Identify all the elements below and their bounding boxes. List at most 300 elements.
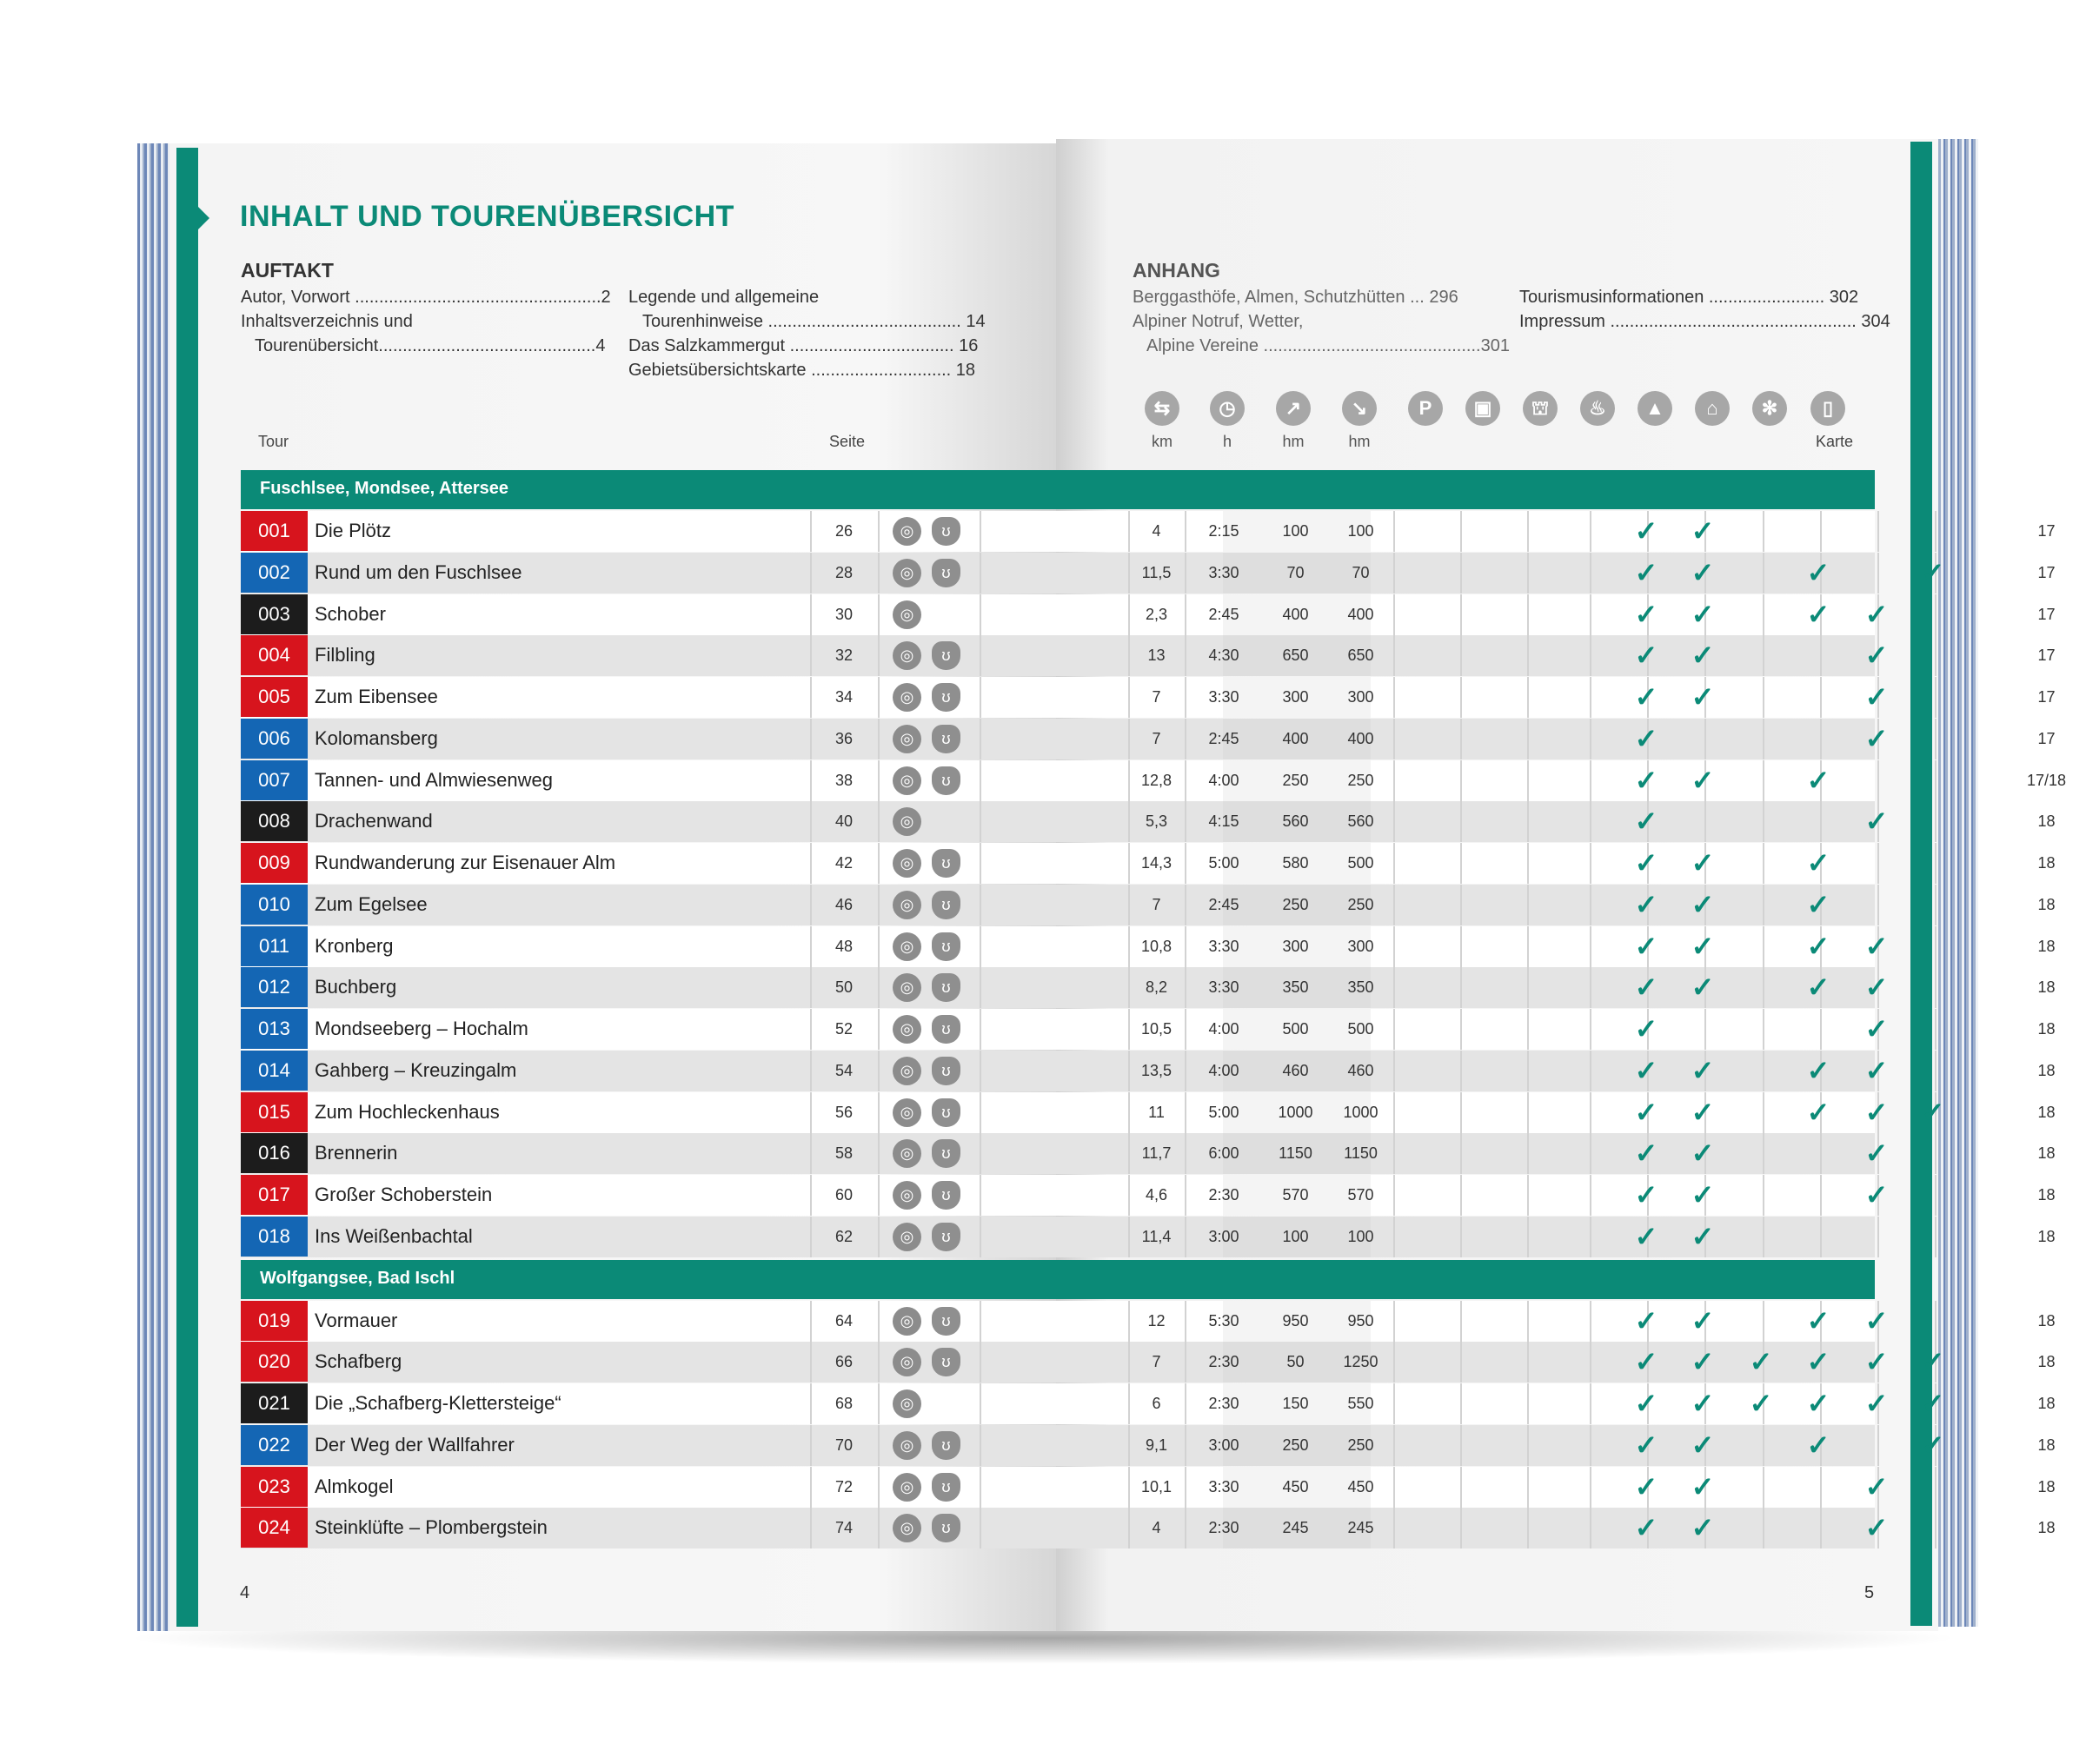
column-divider	[1527, 801, 1529, 842]
tour-seite: 62	[834, 1228, 854, 1245]
column-divider	[1393, 1342, 1395, 1383]
tour-seite: 54	[834, 1062, 854, 1079]
check-icon: ✓	[1921, 1388, 1945, 1419]
column-divider	[1393, 511, 1395, 552]
column-divider	[878, 1133, 880, 1174]
column-divider	[980, 1383, 981, 1424]
tour-karte: 18	[2037, 1186, 2056, 1204]
column-divider	[1820, 1467, 1822, 1508]
tour-up: 50	[1286, 1353, 1305, 1370]
check-icon: ✓	[1691, 1179, 1715, 1210]
column-divider	[980, 677, 981, 718]
column-divider	[1820, 677, 1822, 718]
check-icon: ✓	[1634, 557, 1658, 588]
table-row[interactable]	[241, 1051, 2056, 1091]
column-divider	[878, 967, 880, 1008]
tour-name[interactable]: Almkogel	[315, 1476, 394, 1497]
table-row[interactable]	[241, 1467, 2056, 1508]
tour-h: 3:30	[1208, 1478, 1239, 1495]
check-icon: ✓	[1691, 1137, 1715, 1169]
family-bear-icon: ʊ	[932, 1348, 960, 1376]
check-icon: ✓	[1634, 1305, 1658, 1336]
seite-column-header: Seite	[829, 433, 866, 450]
check-icon: ✓	[1691, 972, 1715, 1003]
tour-h: 3:00	[1208, 1228, 1239, 1245]
difficulty-icon: ◎	[893, 973, 921, 1002]
tour-number: 014	[241, 1051, 308, 1091]
tour-number: 019	[241, 1301, 308, 1341]
difficulty-icon: ◎	[893, 1181, 921, 1210]
tour-number: 020	[241, 1342, 308, 1382]
summit-icon: ▲	[1638, 391, 1672, 426]
check-icon: ✓	[1634, 1055, 1658, 1086]
table-row[interactable]	[241, 1217, 2056, 1257]
column-divider	[980, 635, 981, 676]
tour-up: 250	[1282, 772, 1309, 789]
check-icon: ✓	[1634, 681, 1658, 713]
tour-seite: 36	[834, 730, 854, 747]
difficulty-icon: ◎	[893, 891, 921, 919]
karte-column-header: Karte	[1816, 433, 1854, 450]
tour-h: 5:30	[1208, 1312, 1239, 1330]
column-divider	[1393, 719, 1395, 759]
table-row[interactable]	[241, 1383, 2056, 1424]
tour-karte: 18	[2037, 896, 2056, 913]
tour-karte: 18	[2037, 1353, 2056, 1370]
tour-h: 6:00	[1208, 1144, 1239, 1162]
tour-number: 011	[241, 926, 308, 966]
family-bear-icon: ʊ	[932, 1057, 960, 1085]
tour-seite: 30	[834, 606, 854, 623]
tour-km: 6	[1152, 1395, 1161, 1412]
column-divider	[1820, 1133, 1822, 1174]
tour-name[interactable]: Die „Schafberg-Klettersteige“	[315, 1392, 561, 1414]
family-bear-icon: ʊ	[932, 1223, 960, 1251]
check-icon: ✓	[1634, 931, 1658, 962]
region-name: Fuschlsee, Mondsee, Attersee	[260, 479, 509, 498]
column-divider	[1393, 1383, 1395, 1424]
tour-up: 300	[1282, 688, 1309, 706]
tour-up: 450	[1282, 1478, 1309, 1495]
tour-up: 100	[1282, 522, 1309, 540]
column-divider	[878, 635, 880, 676]
difficulty-icon: ◎	[893, 766, 921, 795]
tour-karte: 18	[2037, 854, 2056, 872]
column-divider	[1763, 967, 1764, 1008]
tour-km: 10,8	[1140, 938, 1173, 955]
column-divider	[1590, 594, 1591, 635]
tour-km: 13	[1147, 647, 1166, 664]
column-divider	[1590, 1425, 1591, 1466]
column-divider	[878, 1342, 880, 1383]
check-icon: ✓	[1634, 972, 1658, 1003]
column-divider	[1527, 885, 1529, 925]
column-divider	[1460, 1342, 1462, 1383]
column-divider	[980, 760, 981, 801]
column-divider	[878, 677, 880, 718]
tour-karte: 18	[2037, 978, 2056, 996]
family-bear-icon: ʊ	[932, 559, 960, 587]
tour-h: 2:30	[1208, 1353, 1239, 1370]
tour-name[interactable]: Kolomansberg	[315, 727, 438, 749]
tour-karte: 18	[2037, 1062, 2056, 1079]
anhang-list-2	[1519, 285, 1890, 334]
difficulty-icon: ◎	[893, 932, 921, 961]
tour-up: 250	[1282, 896, 1309, 913]
difficulty-icon: ◎	[893, 1223, 921, 1251]
check-icon: ✓	[1864, 972, 1889, 1003]
column-divider	[1393, 1301, 1395, 1342]
column-divider	[1704, 1009, 1706, 1050]
column-divider	[1393, 1009, 1395, 1050]
column-divider	[1527, 1175, 1529, 1216]
descent-icon: ↘	[1342, 391, 1377, 426]
column-divider	[980, 511, 981, 552]
family-bear-icon: ʊ	[932, 1514, 960, 1542]
tour-down: 250	[1347, 772, 1374, 789]
tour-km: 11,4	[1141, 1228, 1172, 1245]
column-divider	[980, 1217, 981, 1257]
tour-number: 018	[241, 1217, 308, 1257]
tour-seite: 66	[834, 1353, 854, 1370]
difficulty-icon: ◎	[893, 1389, 921, 1418]
family-bear-icon: ʊ	[932, 973, 960, 1002]
column-divider	[1935, 1133, 1937, 1174]
parking-icon: P	[1408, 391, 1443, 426]
page-number-right: 5	[1864, 1583, 1875, 1602]
region-header	[241, 470, 1875, 509]
column-divider	[878, 1383, 880, 1424]
tour-name[interactable]: Der Weg der Wallfahrer	[315, 1434, 515, 1456]
difficulty-icon: ◎	[893, 1514, 921, 1542]
column-divider	[878, 1009, 880, 1050]
column-divider	[1527, 511, 1529, 552]
tour-name[interactable]: Brennerin	[315, 1142, 398, 1164]
table-row[interactable]	[241, 1342, 2056, 1383]
table-row[interactable]	[241, 1508, 2056, 1548]
column-divider	[1590, 1217, 1591, 1257]
tour-seite: 42	[834, 854, 854, 872]
check-icon: ✓	[1806, 931, 1830, 962]
family-bear-icon: ʊ	[932, 891, 960, 919]
tour-karte: 18	[2037, 812, 2056, 830]
page-edges-left	[137, 143, 172, 1631]
tour-number: 021	[241, 1383, 308, 1423]
column-divider	[1763, 1092, 1764, 1133]
tour-number: 002	[241, 553, 308, 593]
tour-km: 11,5	[1141, 564, 1172, 581]
difficulty-icon: ◎	[893, 1431, 921, 1460]
table-row[interactable]	[241, 801, 2056, 842]
column-divider	[1393, 1051, 1395, 1091]
tour-name[interactable]: Zum Eibensee	[315, 686, 438, 707]
column-divider	[980, 1092, 981, 1133]
table-row[interactable]	[241, 635, 2056, 676]
tour-karte: 17	[2037, 606, 2056, 623]
family-bear-icon: ʊ	[932, 1431, 960, 1460]
check-icon: ✓	[1691, 1471, 1715, 1502]
column-divider	[1935, 511, 1937, 552]
column-divider	[1935, 635, 1937, 676]
column-divider	[1527, 926, 1529, 967]
tour-up: 950	[1282, 1312, 1309, 1330]
column-divider	[980, 843, 981, 884]
table-row[interactable]	[241, 1301, 2056, 1342]
auftakt-list-2	[628, 285, 985, 382]
tour-name[interactable]: Schafberg	[315, 1350, 402, 1372]
column-divider	[1393, 1092, 1395, 1133]
tour-name[interactable]: Vormauer	[315, 1310, 398, 1331]
difficulty-icon: ◎	[893, 807, 921, 836]
tour-number: 007	[241, 760, 308, 800]
check-icon: ✓	[1864, 1305, 1889, 1336]
tour-karte: 17	[2037, 688, 2056, 706]
tour-down: 950	[1347, 1312, 1374, 1330]
table-row[interactable]	[241, 1175, 2056, 1216]
table-row[interactable]	[241, 843, 2056, 884]
family-bear-icon: ʊ	[932, 849, 960, 878]
tour-name[interactable]: Buchberg	[315, 976, 397, 998]
column-divider	[1460, 885, 1462, 925]
column-divider	[1590, 926, 1591, 967]
tour-h: 2:45	[1208, 730, 1239, 747]
tour-up: 150	[1282, 1395, 1309, 1412]
tour-h: 4:30	[1208, 647, 1239, 664]
tour-name[interactable]: Gahberg – Kreuzingalm	[315, 1059, 517, 1081]
tour-name[interactable]: Rundwanderung zur Eisenauer Alm	[315, 852, 616, 873]
column-divider	[878, 594, 880, 635]
tour-name[interactable]: Zum Egelsee	[315, 893, 428, 915]
hut-icon: ⌂	[1695, 391, 1730, 426]
tour-name[interactable]: Kronberg	[315, 935, 394, 957]
column-divider	[1935, 677, 1937, 718]
check-icon: ✓	[1634, 1471, 1658, 1502]
column-divider	[1393, 1175, 1395, 1216]
column-divider	[980, 594, 981, 635]
tour-name[interactable]: Großer Schoberstein	[315, 1184, 493, 1205]
column-divider	[1460, 1009, 1462, 1050]
column-divider	[1763, 511, 1764, 552]
tour-up: 400	[1282, 606, 1309, 623]
tour-up: 70	[1286, 564, 1305, 581]
check-icon: ✓	[1691, 599, 1715, 630]
column-divider	[980, 885, 981, 925]
tour-up: 245	[1282, 1519, 1309, 1536]
tour-down: 70	[1352, 564, 1370, 581]
column-divider	[1590, 843, 1591, 884]
table-row[interactable]	[241, 885, 2056, 925]
column-divider	[878, 801, 880, 842]
region-header	[241, 1260, 1875, 1299]
tour-seite: 26	[834, 522, 854, 540]
column-divider	[878, 1175, 880, 1216]
column-divider	[878, 1467, 880, 1508]
bus-icon: ▣	[1465, 391, 1500, 426]
check-icon: ✓	[1634, 1097, 1658, 1128]
column-divider	[1527, 677, 1529, 718]
tour-km: 7	[1152, 896, 1161, 913]
tour-down: 1250	[1343, 1353, 1378, 1370]
table-row[interactable]	[241, 967, 2056, 1008]
tour-km: 10,1	[1140, 1478, 1173, 1495]
family-bear-icon: ʊ	[932, 725, 960, 753]
column-divider	[1460, 1301, 1462, 1342]
column-divider	[1393, 1467, 1395, 1508]
column-divider	[878, 719, 880, 759]
check-icon: ✓	[1634, 515, 1658, 547]
tour-name[interactable]: Zum Hochleckenhaus	[315, 1101, 500, 1123]
tour-down: 350	[1347, 978, 1374, 996]
table-row[interactable]	[241, 926, 2056, 967]
table-row[interactable]	[241, 594, 2056, 635]
column-divider	[1935, 801, 1937, 842]
tour-h: 3:30	[1208, 688, 1239, 706]
table-row[interactable]	[241, 1133, 2056, 1174]
tour-number: 012	[241, 967, 308, 1007]
column-divider	[1393, 1425, 1395, 1466]
column-divider	[1590, 801, 1591, 842]
table-row[interactable]	[241, 1092, 2056, 1133]
check-icon: ✓	[1691, 1055, 1715, 1086]
check-icon: ✓	[1634, 1137, 1658, 1169]
tour-seite: 48	[834, 938, 854, 955]
column-divider	[1763, 1217, 1764, 1257]
check-icon: ✓	[1634, 1388, 1658, 1419]
tour-karte: 18	[2037, 938, 2056, 955]
table-row[interactable]	[241, 719, 2056, 759]
column-divider	[980, 1051, 981, 1091]
toc-entry: Das Salzkammergut .................................. 16	[628, 336, 979, 355]
tour-karte: 18	[2037, 1312, 2056, 1330]
tour-number: 013	[241, 1009, 308, 1049]
tour-name[interactable]: Die Plötz	[315, 520, 392, 541]
column-divider	[1590, 760, 1591, 801]
column-divider	[1820, 801, 1822, 842]
tour-h: 2:30	[1208, 1395, 1239, 1412]
tour-up: 1000	[1278, 1104, 1313, 1121]
tour-name[interactable]: Ins Weißenbachtal	[315, 1225, 473, 1247]
tour-up: 300	[1282, 938, 1309, 955]
table-row[interactable]	[241, 760, 2067, 801]
tour-h: 5:00	[1208, 854, 1239, 872]
difficulty-icon: ◎	[893, 1015, 921, 1044]
column-divider	[1590, 635, 1591, 676]
check-icon: ✓	[1749, 1388, 1773, 1419]
column-divider	[1527, 1342, 1529, 1383]
auftakt-heading: AUFTAKT	[241, 259, 334, 282]
tour-up: 250	[1282, 1436, 1309, 1454]
tour-number: 006	[241, 719, 308, 759]
column-divider	[1393, 635, 1395, 676]
check-icon: ✓	[1921, 1097, 1945, 1128]
check-icon: ✓	[1864, 1137, 1889, 1169]
tour-name[interactable]: Schober	[315, 603, 386, 625]
toc-entry: Alpiner Notruf, Wetter,	[1133, 312, 1304, 331]
column-divider	[878, 1051, 880, 1091]
column-divider	[980, 553, 981, 594]
check-icon: ✓	[1864, 640, 1889, 671]
tour-number: 010	[241, 885, 308, 925]
tour-name[interactable]: Mondseeberg – Hochalm	[315, 1018, 528, 1039]
tour-name[interactable]: Steinklüfte – Plombergstein	[315, 1516, 548, 1538]
tour-km: 11,7	[1141, 1144, 1172, 1162]
table-row[interactable]	[241, 677, 2056, 718]
column-divider	[1527, 843, 1529, 884]
tour-number: 024	[241, 1508, 308, 1548]
tour-up: 570	[1282, 1186, 1309, 1204]
column-divider	[1460, 511, 1462, 552]
column-divider	[1935, 1175, 1937, 1216]
toc-entry: Tourenübersicht.............................................4	[255, 336, 606, 355]
difficulty-icon: ◎	[893, 1139, 921, 1168]
check-icon: ✓	[1864, 931, 1889, 962]
family-bear-icon: ʊ	[932, 1473, 960, 1502]
family-bear-icon: ʊ	[932, 932, 960, 961]
check-icon: ✓	[1806, 1097, 1830, 1128]
check-icon: ✓	[1691, 1429, 1715, 1461]
tour-karte: 18	[2037, 1478, 2056, 1495]
tour-km: 10,5	[1140, 1020, 1173, 1038]
column-divider	[980, 1425, 981, 1466]
ascent-icon: ↗	[1276, 391, 1311, 426]
check-icon: ✓	[1634, 765, 1658, 796]
tour-h: 4:00	[1208, 772, 1239, 789]
table-row[interactable]	[241, 553, 2056, 594]
tour-down: 500	[1347, 1020, 1374, 1038]
column-divider	[1527, 719, 1529, 759]
column-divider	[878, 1301, 880, 1342]
column-divider	[878, 760, 880, 801]
column-divider	[1935, 1009, 1937, 1050]
column-divider	[980, 1133, 981, 1174]
check-icon: ✓	[1806, 1429, 1830, 1461]
tour-karte: 17	[2037, 730, 2056, 747]
column-divider	[1763, 1051, 1764, 1091]
column-divider	[1393, 926, 1395, 967]
tour-name[interactable]: Filbling	[315, 644, 375, 666]
tour-number: 005	[241, 677, 308, 717]
tour-up: 100	[1282, 1228, 1309, 1245]
check-icon: ✓	[1806, 889, 1830, 920]
table-row[interactable]	[241, 511, 2056, 552]
tour-name[interactable]: Rund um den Fuschlsee	[315, 561, 522, 583]
column-divider	[1393, 801, 1395, 842]
family-bear-icon: ʊ	[932, 766, 960, 795]
tour-name[interactable]: Drachenwand	[315, 810, 433, 832]
column-divider	[1590, 1508, 1591, 1548]
tour-name[interactable]: Tannen- und Almwiesenweg	[315, 769, 553, 791]
tour-h: 3:30	[1208, 978, 1239, 996]
column-divider	[1590, 1175, 1591, 1216]
table-row[interactable]	[241, 1425, 2056, 1466]
column-divider	[1527, 1217, 1529, 1257]
toc-entry: Impressum ................................................... 304	[1519, 312, 1890, 331]
table-row[interactable]	[241, 1009, 2056, 1050]
anhang-heading: ANHANG	[1133, 259, 1220, 282]
page-title: INHALT UND TOURENÜBERSICHT	[240, 200, 734, 233]
family-bear-icon: ʊ	[932, 1015, 960, 1044]
tour-seite: 68	[834, 1395, 854, 1412]
tour-karte: 18	[2037, 1228, 2056, 1245]
toc-entry: Autor, Vorwort ...................................................2	[241, 288, 611, 307]
tour-number: 016	[241, 1133, 308, 1173]
column-divider	[1935, 719, 1937, 759]
column-divider	[980, 1009, 981, 1050]
column-divider	[1763, 719, 1764, 759]
check-icon: ✓	[1691, 1512, 1715, 1543]
column-divider	[1877, 511, 1879, 552]
column-divider	[1460, 1051, 1462, 1091]
